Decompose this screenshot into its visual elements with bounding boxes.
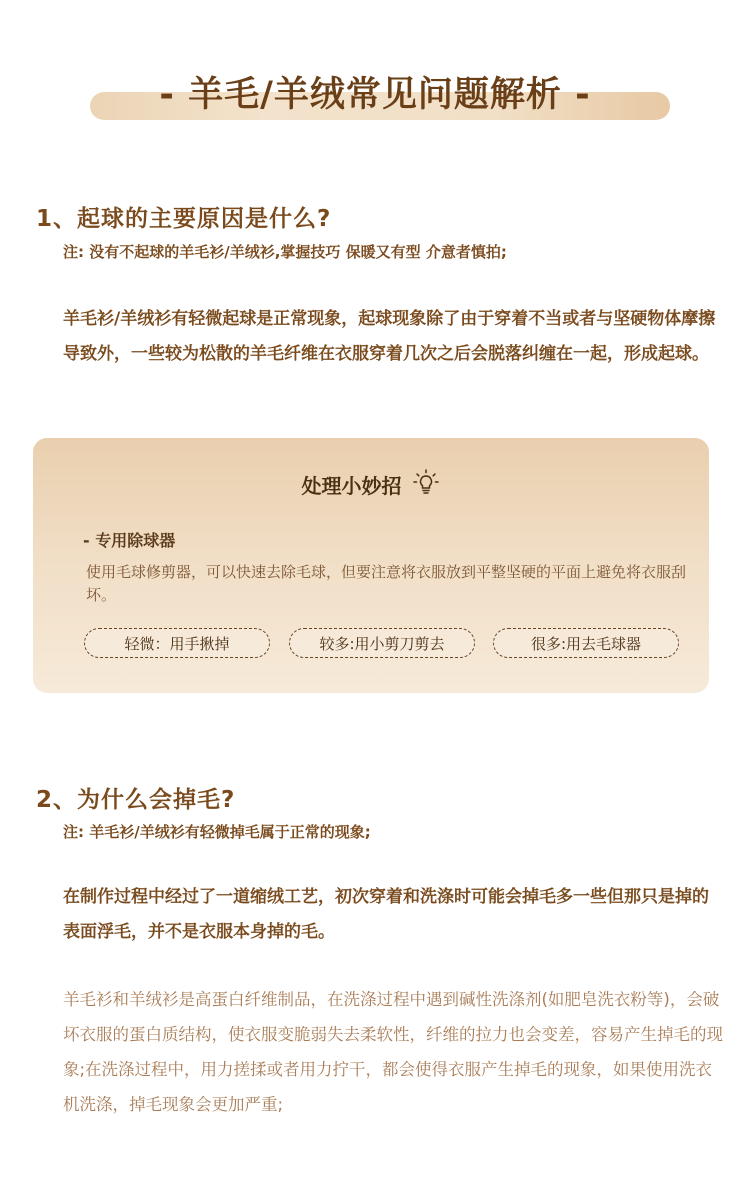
page-title: - 羊毛/羊绒常见问题解析 -	[159, 75, 591, 115]
tip-description: 使用毛球修剪器，可以快速去除毛球，但要注意将衣服放到平整坚硬的平面上避免将衣服刮坏。	[86, 563, 687, 604]
question-2-detail: 羊毛衫和羊绒衫是高蛋白纤维制品，在洗涤过程中遇到碱性洗涤剂(如肥皂洗衣粉等)，会破坏衣服的蛋白质结构，使衣服变脆弱失去柔软性，纤维的拉力也会变差，容易产生掉毛的现象;在洗涤过程中，用力搓揉或者用力拧干，都会使得衣服产生掉毛的现象，如果使用洗衣机洗涤，掉毛现象会更加严重;	[63, 990, 723, 1114]
tips-heading	[33, 468, 709, 507]
lightbulb-icon	[412, 468, 440, 507]
tip-pill-heavy: 很多:用去毛球器	[493, 628, 679, 658]
tips-card	[33, 438, 709, 693]
question-1-body: 羊毛衫/羊绒衫有轻微起球是正常现象，起球现象除了由于穿着不当或者与坚硬物体摩擦导致外，一些较为松散的羊毛纤维在衣服穿着几次之后会脱落纠缠在一起，形成起球。	[63, 309, 716, 364]
question-2-note: 注: 羊毛衫/羊绒衫有轻微掉毛属于正常的现象;	[63, 823, 371, 841]
tip-subtitle: - 专用除球器	[83, 531, 176, 550]
question-2-title: 2、为什么会掉毛?	[36, 787, 236, 813]
tip-pill-light: 轻微：用手揪掉	[84, 628, 270, 658]
question-1-note: 注: 没有不起球的羊毛衫/羊绒衫,掌握技巧 保暖又有型 介意者慎拍;	[63, 243, 507, 261]
tips-title: 处理小妙招	[301, 474, 402, 498]
page-header	[0, 70, 750, 130]
tip-pill-medium: 较多:用小剪刀剪去	[289, 628, 475, 658]
question-1-title: 1、起球的主要原因是什么?	[36, 206, 332, 232]
question-2-body: 在制作过程中经过了一道缩绒工艺，初次穿着和洗涤时可能会掉毛多一些但那只是掉的表面浮毛，并不是衣服本身掉的毛。	[63, 887, 709, 942]
